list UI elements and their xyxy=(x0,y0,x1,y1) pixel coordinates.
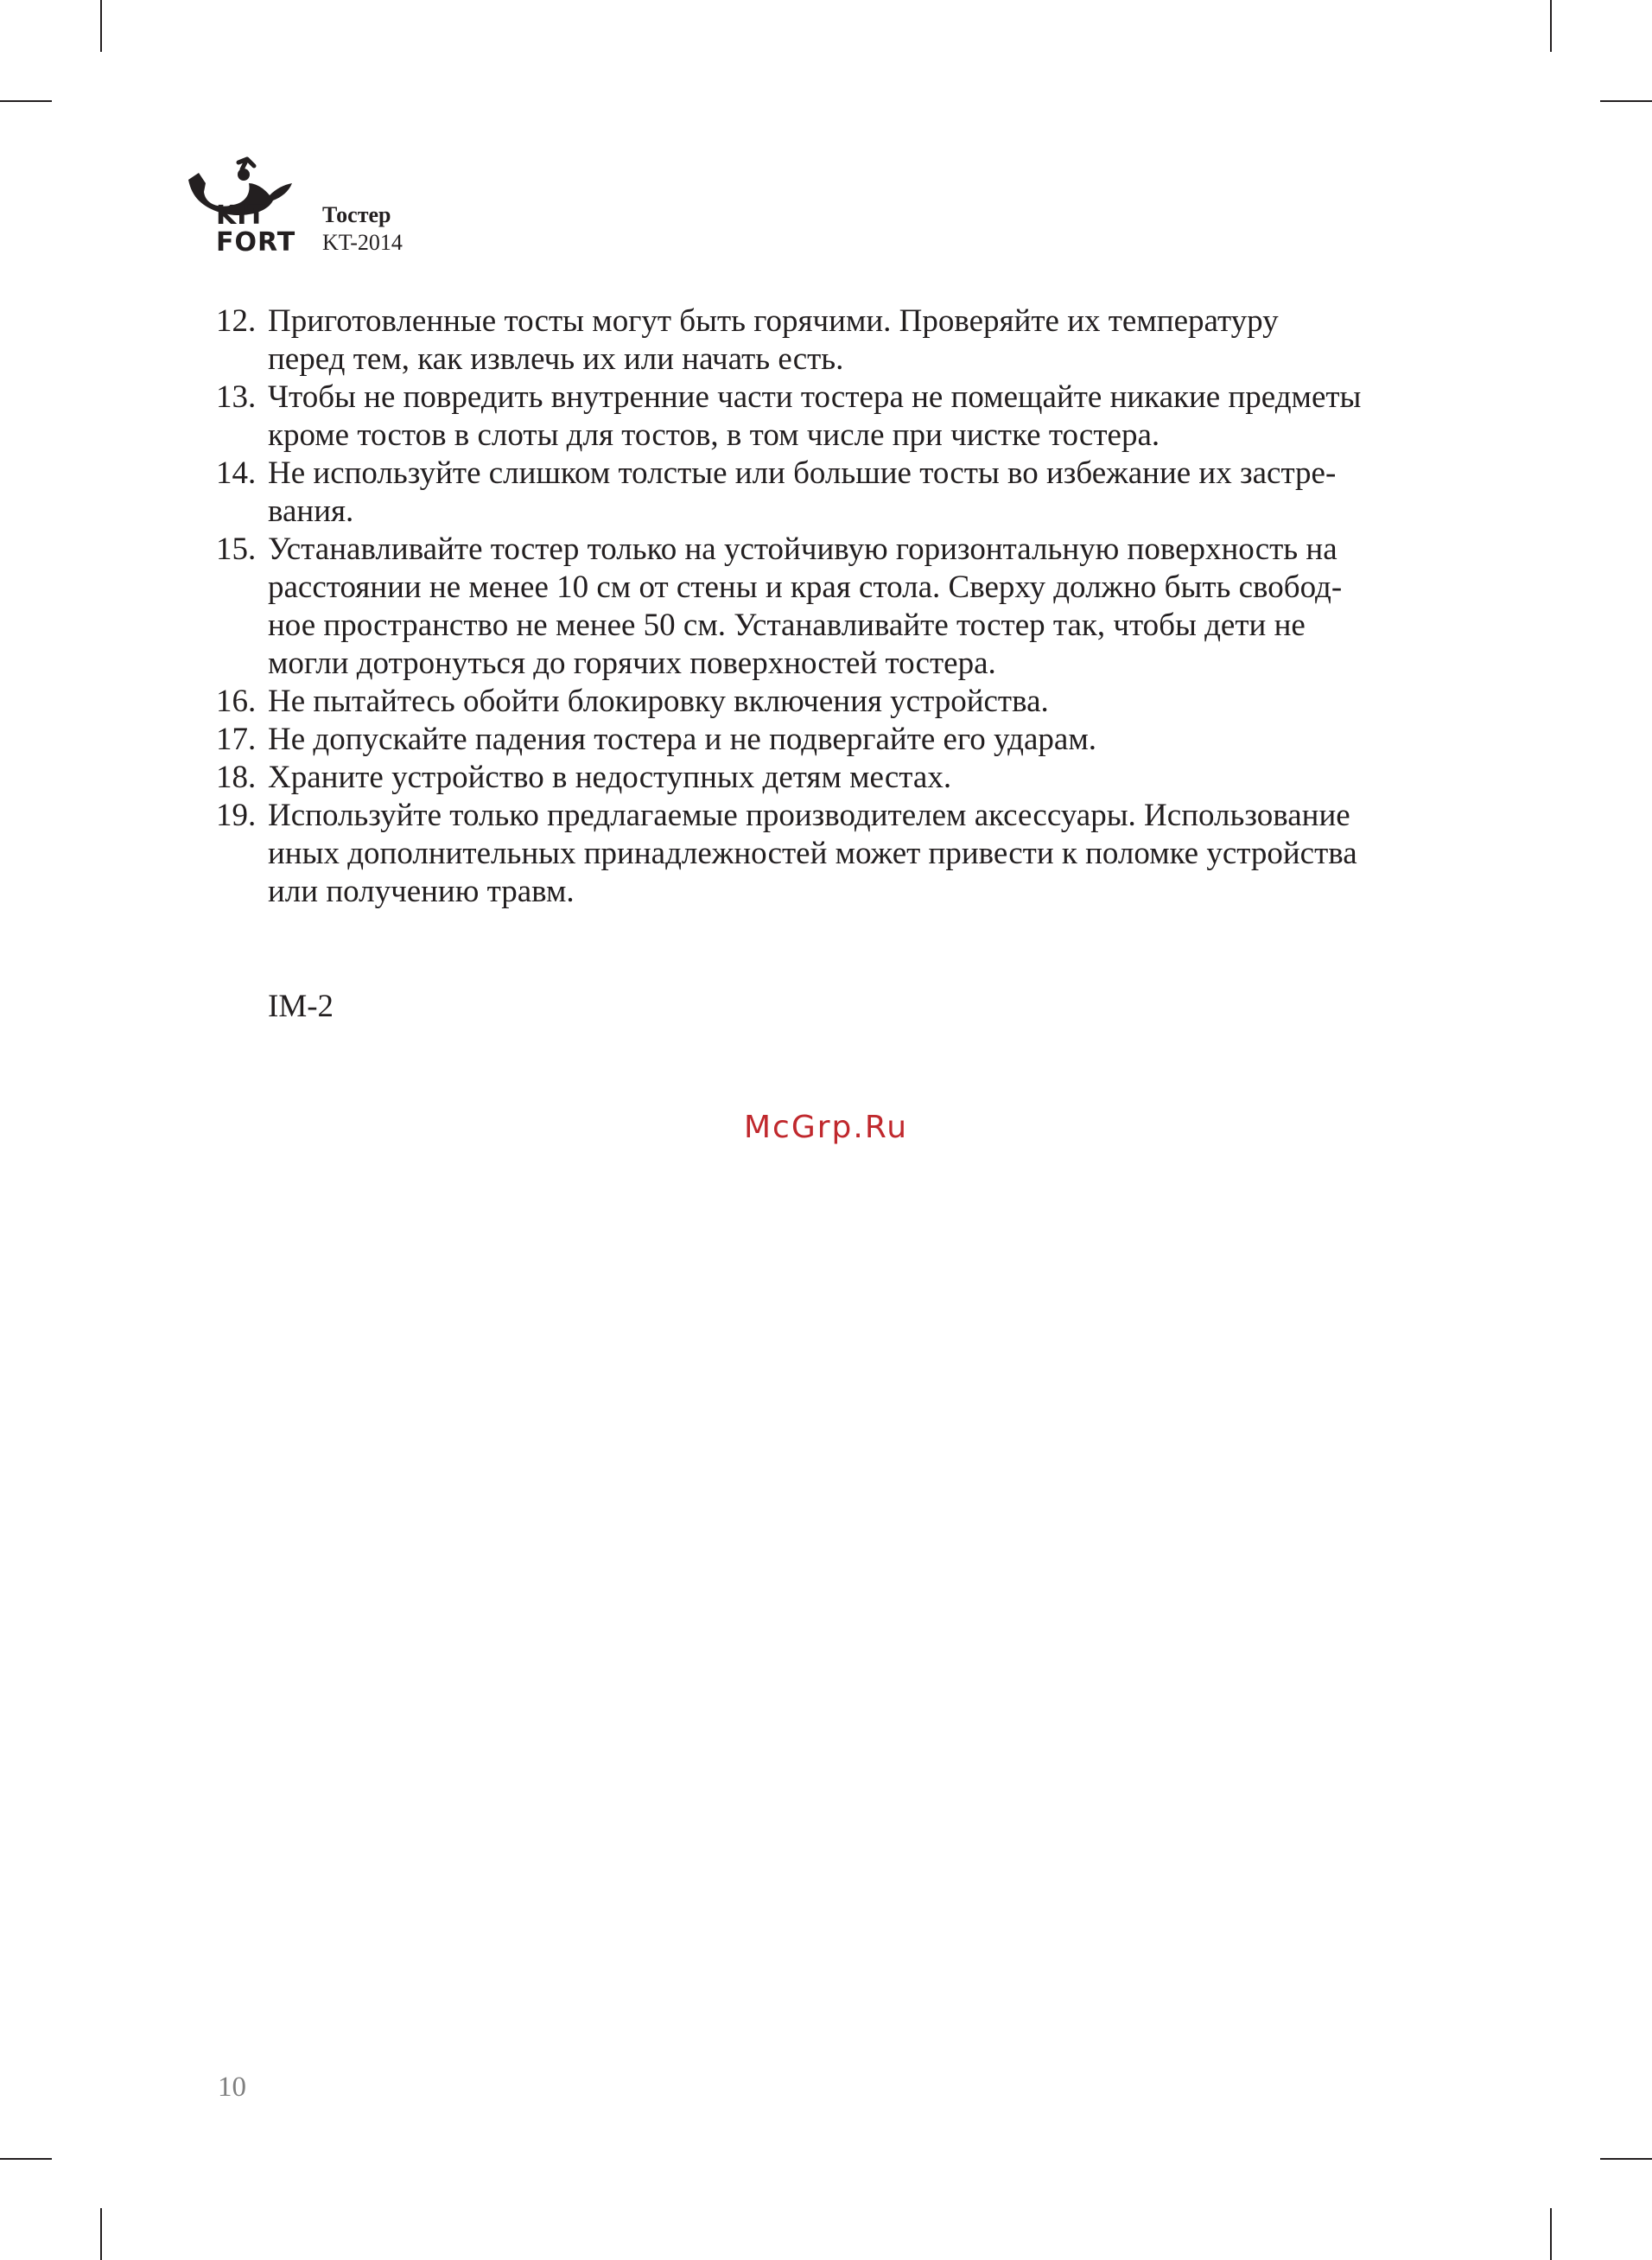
item-number: 13. xyxy=(216,379,257,415)
item-line: ное пространство не менее 50 см. Устанавливайте тостер так, чтобы дети не xyxy=(268,608,1306,643)
item-number: 18. xyxy=(216,760,257,795)
brand-line-2: FORT xyxy=(216,227,296,258)
crop-mark-right-top xyxy=(1600,100,1652,102)
product-title: Тостер xyxy=(322,202,391,227)
item-line: перед тем, как извлечь их или начать есть. xyxy=(268,341,844,377)
item-line: Устанавливайте тостер только на устойчивую горизонтальную поверхность на xyxy=(268,532,1337,567)
item-line: или получению травм. xyxy=(268,874,575,909)
watermark-link[interactable]: McGrp.Ru xyxy=(743,1110,909,1145)
list-item xyxy=(216,721,1469,759)
list-item xyxy=(216,797,1469,911)
item-number: 17. xyxy=(216,722,257,757)
product-info xyxy=(322,201,403,257)
list-item xyxy=(216,455,1469,531)
item-line: Не пытайтесь обойти блокировку включения устройства. xyxy=(268,684,1049,719)
item-line: расстоянии не менее 10 см от стены и края стола. Сверху должно быть свобод- xyxy=(268,570,1343,605)
item-number: 19. xyxy=(216,798,257,833)
item-line: Не допускайте падения тостера и не подвергайте его ударам. xyxy=(268,722,1096,757)
item-line: Храните устройство в недоступных детям местах. xyxy=(268,760,952,795)
crop-mark-bottom-left xyxy=(100,2208,102,2260)
safety-instructions-list xyxy=(216,302,1469,911)
product-model: KT-2014 xyxy=(322,230,403,255)
item-number: 14. xyxy=(216,455,257,491)
crop-mark-bottom-right xyxy=(1550,2208,1552,2260)
list-item xyxy=(216,683,1469,721)
page-number: 10 xyxy=(218,2072,246,2103)
item-line: Используйте только предлагаемые производителем аксессуары. Использование xyxy=(268,798,1350,833)
item-line: Чтобы не повредить внутренние части тостера не помещайте никакие предметы xyxy=(268,379,1362,415)
list-item xyxy=(216,379,1469,455)
item-line: Приготовленные тосты могут быть горячими. Проверяйте их температуру xyxy=(268,303,1279,339)
list-item xyxy=(216,302,1469,379)
crop-mark-right-bottom xyxy=(1600,2158,1652,2160)
item-line: кроме тостов в слоты для тостов, в том числе при чистке тостера. xyxy=(268,417,1160,453)
item-line: иных дополнительных принадлежностей может привести к поломке устройства xyxy=(268,836,1357,871)
item-line: вания. xyxy=(268,493,354,529)
list-item xyxy=(216,759,1469,797)
item-number: 16. xyxy=(216,684,257,719)
list-item xyxy=(216,531,1469,683)
crop-mark-left-top xyxy=(0,100,52,102)
document-code: IM-2 xyxy=(268,989,334,1024)
crop-mark-left-bottom xyxy=(0,2158,52,2160)
crop-mark-top-left xyxy=(100,0,102,52)
item-line: Не используйте слишком толстые или большие тосты во избежание их застре- xyxy=(268,455,1337,491)
item-number: 12. xyxy=(216,303,257,339)
brand-line-1: KIT xyxy=(216,201,266,231)
crop-mark-top-right xyxy=(1550,0,1552,52)
item-line: могли дотронуться до горячих поверхностей тостера. xyxy=(268,646,996,681)
item-number: 15. xyxy=(216,532,257,567)
page-header xyxy=(187,154,532,262)
brand-name xyxy=(216,202,295,256)
